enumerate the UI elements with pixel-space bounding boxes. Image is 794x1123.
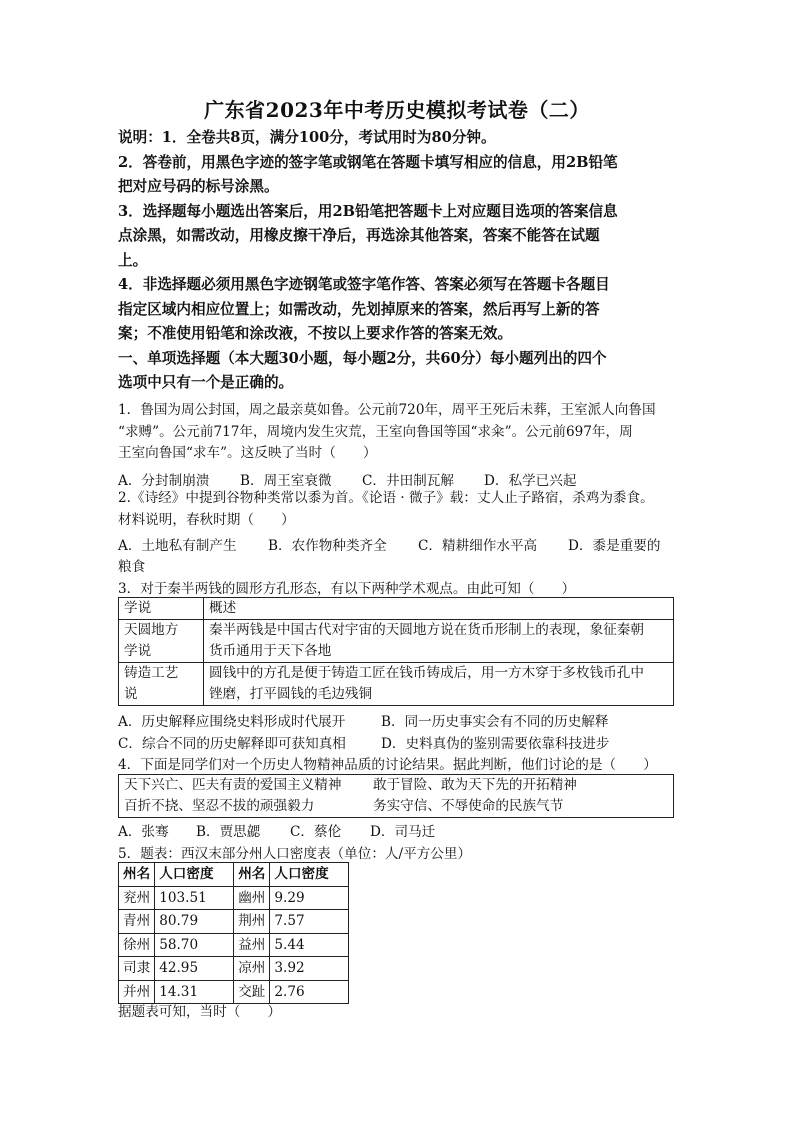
q2-option-d-continuation: 粮食	[118, 559, 146, 575]
q4-box-item: 百折不挠、坚忍不拔的顽强毅力	[124, 798, 315, 814]
table-row	[119, 933, 349, 957]
q5-follow-up: 据题表可知，当时（ ）	[118, 1004, 282, 1020]
exam-title: 广东省2023年中考历史模拟考试卷（二）	[204, 98, 590, 122]
cell-text: 锉磨，打平圆钱的毛边残铜	[209, 686, 373, 702]
table-row	[119, 620, 674, 663]
q1-option-b: B．周王室衰微	[240, 473, 332, 489]
table-cell: 58.70	[155, 933, 234, 957]
table-cell: 5.44	[270, 933, 349, 957]
table-cell: 徐州	[119, 933, 155, 957]
table-row	[119, 910, 349, 934]
instruction-line: 点涂黑，如需改动，用橡皮擦干净后，再选涂其他答案，答案不能答在试题	[118, 227, 600, 244]
instruction-line: 4．非选择题必须用黑色字迹钢笔或签字笔作答、答案必须写在答题卡各题目	[118, 276, 610, 293]
instruction-line: 指定区域内相应位置上；如需改动，先划掉原来的答案，然后再写上新的答	[118, 300, 600, 318]
q5-stem: 5．题表：西汉末部分州人口密度表（单位：人/平方公里）	[118, 846, 472, 862]
q1-option-d: D．私学已兴起	[484, 473, 577, 489]
q4-option-d: D．司马迁	[370, 824, 436, 840]
table-header-cell: 州名	[119, 863, 155, 887]
section-heading: 选项中只有一个是正确的。	[118, 374, 294, 391]
q3-option-a: A．历史解释应围绕史料形成时代展开	[118, 714, 346, 730]
table-cell: 并州	[119, 980, 155, 1004]
table-header-cell: 州名	[234, 863, 270, 887]
instructions-block	[118, 126, 678, 396]
table-row	[119, 663, 674, 706]
question-2	[118, 488, 678, 531]
table-cell: 9.29	[270, 886, 349, 910]
table-cell: 兖州	[119, 886, 155, 910]
q3-option-c: C．综合不同的历史解释即可获知真相	[118, 736, 346, 752]
instruction-line: 2．答卷前，用黑色字迹的签字笔或钢笔在答题卡填写相应的信息，用2B铅笔	[118, 153, 618, 171]
cell-text: 天圆地方	[124, 622, 179, 638]
q4-box-item: 务实守信、不辱使命的民族气节	[373, 798, 564, 814]
question-text: 材料说明，春秋时期（ ）	[118, 511, 295, 528]
question-text: 2.《诗经》中提到谷物种类常以黍为首。《论语 · 微子》载：丈人止子路宿，杀鸡为黍食。	[118, 490, 654, 506]
table-header-cell: 人口密度	[155, 863, 234, 887]
q2-option-c: C．精耕细作水平高	[418, 538, 538, 554]
table-row	[119, 957, 349, 981]
q5-table	[118, 862, 349, 1004]
cell-text: 说	[124, 686, 138, 702]
q4-option-a: A．张骞	[118, 824, 169, 840]
table-row	[119, 886, 349, 910]
table-cell	[204, 620, 674, 663]
table-cell: 幽州	[234, 886, 270, 910]
q2-option-d: D．黍是重要的	[568, 538, 661, 554]
q1-option-c: C．井田制瓦解	[362, 473, 454, 489]
q4-box-item: 敢于冒险、敢为天下先的开拓精神	[373, 777, 577, 793]
cell-text: 秦半两钱是中国古代对宇宙的天圆地方说在货币形制上的表现，象征秦朝	[209, 622, 644, 638]
table-header-row	[119, 598, 674, 620]
table-cell: 凉州	[234, 957, 270, 981]
q3-stem: 3．对于秦半两钱的圆形方孔形态，有以下两种学术观点。由此可知（ ）	[118, 581, 576, 597]
q4-box-item: 天下兴亡、匹夫有责的爱国主义精神	[124, 777, 342, 793]
table-cell	[204, 663, 674, 706]
table-cell: 交趾	[234, 980, 270, 1004]
instruction-line: 把对应号码的标号涂黑。	[118, 178, 279, 195]
table-cell: 103.51	[155, 886, 234, 910]
table-cell: 青州	[119, 910, 155, 934]
q4-option-b: B．贾思勰	[196, 824, 261, 840]
question-text: 1．鲁国为周公封国，周之最亲莫如鲁。公元前720年，周平王死后未葬，王室派人向鲁国	[118, 402, 656, 418]
q4-box	[118, 774, 674, 818]
question-1	[118, 400, 678, 465]
table-header-row	[119, 863, 349, 887]
question-text: “求赙”。公元前717年，周境内发生灾荒，王室向鲁国等国“求籴”。公元前697年，周	[118, 423, 633, 440]
table-header-cell: 概述	[204, 598, 674, 620]
q2-option-b: B．农作物种类齐全	[268, 538, 387, 554]
table-cell: 2.76	[270, 980, 349, 1004]
table-cell: 14.31	[155, 980, 234, 1004]
table-cell: 7.57	[270, 910, 349, 934]
instruction-line: 3．选择题每小题选出答案后，用2B铅笔把答题卡上对应题目选项的答案信息	[118, 202, 618, 220]
question-text: 王室向鲁国“求车”。这反映了当时（ ）	[118, 445, 377, 461]
table-header-cell: 学说	[119, 598, 204, 620]
instruction-line: 上。	[118, 251, 148, 269]
q3-table	[118, 597, 674, 706]
instruction-line: 说明：1．全卷共8页，满分100分，考试用时为80分钟。	[118, 129, 496, 146]
q2-option-a: A．土地私有制产生	[118, 538, 237, 554]
q4-stem: 4．下面是同学们对一个历史人物精神品质的讨论结果。据此判断，他们讨论的是（ ）	[118, 757, 657, 773]
table-cell: 司隶	[119, 957, 155, 981]
cell-text: 铸造工艺	[124, 665, 179, 681]
q1-option-a: A．分封制崩溃	[118, 473, 210, 489]
table-header-cell: 人口密度	[270, 863, 349, 887]
table-cell: 80.79	[155, 910, 234, 934]
table-cell	[119, 620, 204, 663]
section-heading: 一、单项选择题（本大题30小题，每小题2分，共60分）每小题列出的四个	[118, 349, 607, 367]
q4-option-c: C．蔡伦	[290, 824, 342, 840]
table-cell: 益州	[234, 933, 270, 957]
table-cell: 42.95	[155, 957, 234, 981]
cell-text: 圆钱中的方孔是便于铸造工匠在钱币铸成后，用一方木穿于多枚钱币孔中	[209, 665, 644, 681]
table-cell	[119, 663, 204, 706]
q3-option-b: B．同一历史事实会有不同的历史解释	[381, 714, 609, 730]
q3-option-d: D．史料真伪的鉴别需要依靠科技进步	[381, 736, 610, 752]
table-cell: 3.92	[270, 957, 349, 981]
cell-text: 学说	[124, 643, 152, 659]
instruction-line: 案；不准使用铅笔和涂改液，不按以上要求作答的答案无效。	[118, 325, 513, 342]
table-cell: 荆州	[234, 910, 270, 934]
cell-text: 货币通用于天下各地	[209, 643, 332, 659]
